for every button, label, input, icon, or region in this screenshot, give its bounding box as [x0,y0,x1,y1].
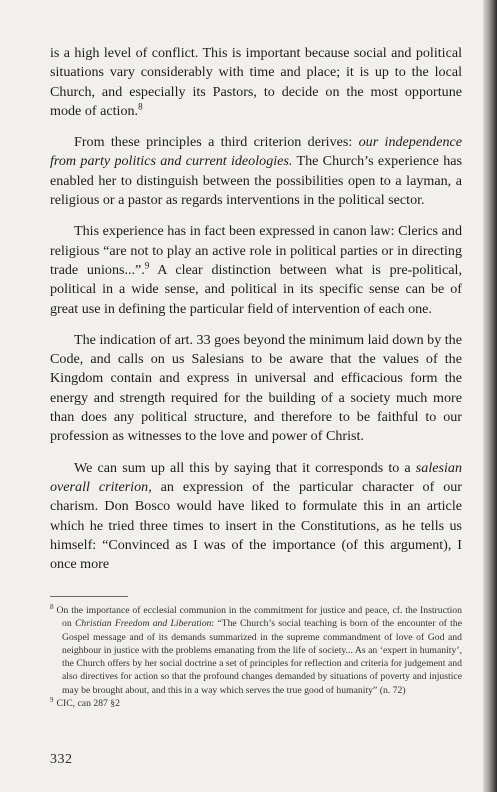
footnote-number: 8 [50,602,54,611]
text-run: CIC, can 287 §2 [56,698,120,710]
italic-text: our independence from party politics and current ideologies. [50,134,463,170]
italic-text: Christian Freedom and Liberation [74,618,212,630]
footnote [50,604,462,697]
footnotes [50,604,462,710]
footnote-reference: 8 [138,101,143,112]
text-run: From these principles a third criterion derives: [74,134,359,151]
text-run: is a high level of conflict. This is important because social and political situations vary considerably with time and place; it is up to the local Church, and especially its Pastors, to decide on the most opportune mode of action. [50,45,462,119]
paragraph [50,459,462,575]
body-text [50,44,462,574]
paragraph [50,44,462,121]
binding-gutter-shadow [483,0,497,792]
paragraph [50,133,462,210]
paragraph [50,222,462,318]
text-run: On the importance of ecclesial communion in the commitment for justice and peace, cf. the Instruction on [56,605,462,630]
footnote-number: 9 [50,695,54,704]
text-run: : “The Church’s social teaching is born of the encounter of the Gospel message and of its demands summarized in the supreme commandment of love of God and neighbour in justice with the problems emanating from the life of society... As an ‘expert in humanity’, the Church offers by her social doctrine a set of principles for reflection and criteria for judgement and also directives for action so that the profound changes demanded by situations of poverty and injustice may be brought about, and this in a way which serves the true good of humanity” (n. 72) [62,618,462,696]
footnote [50,697,462,710]
page-number: 332 [50,752,73,767]
text-run: This experience has in fact been expressed in canon law: Clerics and religious “are not to play an active role in political parties or in directing trade unions...”. [50,223,462,278]
footnote-separator [50,596,128,597]
text-run: The indication of art. 33 goes beyond the minimum laid down by the Code, and calls on us Salesians to be aware that the values of the Kingdom contain and express in universal and efficacious form the energy and strength required for the building of a society much more than does any political structure, and therefore to be faithful to our profession as witnesses to the love and power of Christ. [50,331,462,445]
text-run: We can sum up all this by saying that it corresponds to a [74,459,416,476]
text-run: an expression of the particular character of our charism. Don Bosco would have liked to formulate this in an article which he tried three times to insert in the Constitutions, as he tells us himself: “Convinced as I was of the importance (of this argument), I once more [50,478,462,573]
italic-text: salesian overall criterion, [50,459,462,495]
footnote-reference: 9 [144,260,150,271]
text-run: A clear distinction between what is pre-political, political in a wide sense, and political in its specific sense can be of great use in defining the particular field of intervention of each one. [50,261,462,317]
paragraph [50,331,462,447]
text-run: The Church’s experience has enabled her to distinguish between the possibilities open to a layman, a religious or a pastor as regards interventions in the political sector. [50,153,462,209]
